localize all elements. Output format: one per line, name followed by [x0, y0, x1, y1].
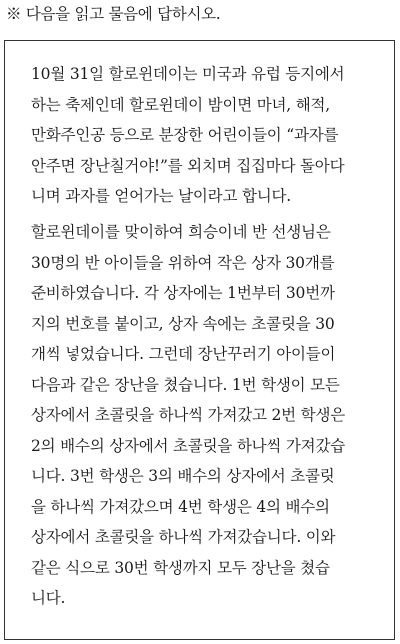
passage-line: 상자에서 초콜릿을 하나씩 가져갔고 2번 학생은 — [31, 406, 345, 424]
passage-box — [4, 40, 395, 640]
passage-line: 지의 번호를 붙이고, 상자 속에는 초콜릿을 30 — [31, 315, 335, 333]
passage-line: 같은 식으로 30번 학생까지 모두 장난을 쳤습 — [31, 559, 330, 577]
passage-line: 10월 31일 할로윈데이는 미국과 유럽 등지에서 — [31, 65, 345, 83]
passage-line: 을 하나씩 가져갔으며 4번 학생은 4의 배수의 — [31, 498, 330, 516]
passage-line: 하는 축제인데 할로윈데이 밤이면 마녀, 해적, — [31, 96, 331, 114]
passage-line: 개씩 넣었습니다. 그런데 장난꾸러기 아이들이 — [31, 345, 336, 363]
passage-line: 니다. 3번 학생은 3의 배수의 상자에서 초콜릿 — [31, 467, 335, 485]
passage-line: 니다. — [31, 589, 66, 607]
passage-line: 만화주인공 등으로 분장한 어린이들이 “과자를 — [31, 126, 339, 144]
passage-line: 할로윈데이를 맞이하여 희승이네 반 선생님은 — [31, 223, 331, 241]
instruction-text: ※ 다음을 읽고 물음에 답하시오. — [6, 5, 221, 23]
passage-line: 니며 과자를 얻어가는 날이라고 합니다. — [31, 187, 292, 205]
passage-line: 상자에서 초콜릿을 하나씩 가져갔습니다. 이와 — [31, 528, 336, 546]
passage-line: 2의 배수의 상자에서 초콜릿을 하나씩 가져갔습 — [31, 437, 345, 455]
passage-line: 준비하였습니다. 각 상자에는 1번부터 30번까 — [31, 284, 335, 302]
passage-line: 안주면 장난칠거야!”를 외치며 집집마다 돌아다 — [31, 157, 345, 175]
passage-line: 30명의 반 아이들을 위하여 작은 상자 30개를 — [31, 254, 335, 272]
passage-line: 다음과 같은 장난을 쳤습니다. 1번 학생이 모든 — [31, 376, 340, 394]
